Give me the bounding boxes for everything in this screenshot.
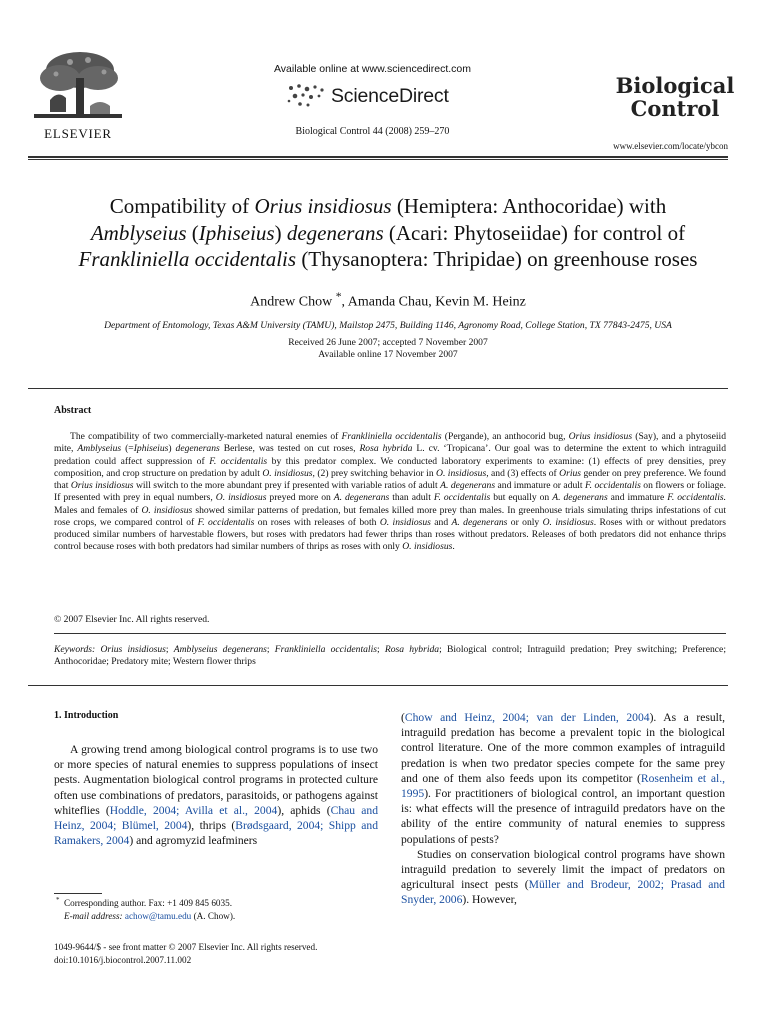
journal-name-line2: Control [630,96,720,121]
keywords-label: Keywords: [54,644,96,655]
abstract-top-rule [28,388,728,389]
abstract-body: The compatibility of two commercially-marketed natural enemies of Frankliniella occidentalis (Pergande), an anthocorid bug, Orius insidiosus (Say), and a phytoseiid mite, Amblyseius (=Iphiseius) degenerans Berlese, was tested on cut roses, Rosa hybrida L. cv. ‘Tropicana’. Our goal was to determine the extent to which intraguild predation could affect suppression of F. occidentalis by this predator complex. We conducted laboratory experiments to examine: (1) effects of prey densities, prey composition, and crop structure on predation by adult O. insidiosus, (2) prey switching behavior in O. insidiosus, and (3) effects of Orius gender on prey preference. We found that Orius insidiosus will switch to the more abundant prey if presented with variable ratios of adult A. degenerans and immature or adult F. occidentalis on flowers or foliage. If presented with prey in equal numbers, O. insidiosus preyed more on A. degenerans than adult F. occidentalis but equally on A. degenerans and immature F. occidentalis. Males and females of O. insidiosus showed similar patterns of predation, but females killed more prey than males. In greenhouse trials simulating thrips infestations of cut rose crops, we compared control of F. occidentalis on roses with releases of both O. insidiosus and A. degenerans or only O. insidiosus. Roses with or without predators produced similar numbers of harvestable flowers, but roses with predators had fewer thrips than roses without predators. Releases of both predators did not enhance thrips control because roses with both predators had similar numbers of thrips as roses with only O. insidiosus. [54,431,727,553]
abstract-copyright: © 2007 Elsevier Inc. All rights reserved. [54,614,210,625]
sciencedirect-logo[interactable] [285,80,449,112]
citation-link[interactable]: Rosenheim et al., 1995 [401,771,725,801]
available-date: Available online 17 November 2007 [318,349,458,360]
citation-link[interactable]: Brødsgaard, 2004; Shipp and Ramakers, 2004 [54,819,378,848]
publisher-name: ELSEVIER [44,126,112,141]
journal-citation: Biological Control 44 (2008) 259–270 [295,126,450,137]
intro-left-column: A growing trend among biological control programs is to use two or more species of natural enemies to suppress populations of insect pests. Augmentation biological control programs in protected culture often use combinations of predators, parasitoids, or pathogens against whiteflies (Hoddle, 2004; Avilla et al., 2004), aphids (Chau and Heinz, 2004; Blümel, 2004), thrips (Brødsgaard, 2004; Shipp and Ramakers, 2004) and agromyzid leafminers [54,743,378,848]
keywords-bottom-rule [28,685,728,686]
introduction-heading: 1. Introduction [54,710,119,721]
elsevier-tree-icon [30,48,126,124]
keywords-top-rule [54,633,726,634]
article-title: Compatibility of Orius insidiosus (Hemiptera: Anthocoridae) with Amblyseius (Iphiseius) degenerans (Acari: Phytoseiidae) for control of Frankliniella occidentalis (Thysanoptera: Thripidae) on greenhouse roses [78,194,698,271]
citation-link[interactable]: Hoddle, 2004; Avilla et al., 2004 [109,803,278,817]
issn-line: 1049-9644/$ - see front matter © 2007 Elsevier Inc. All rights reserved. [54,942,318,952]
author-affiliation: Department of Entomology, Texas A&M University (TAMU), Mailstop 2475, Building 1146, Agronomy Road, College Station, TX 77843-2475, USA [104,320,672,331]
intro-right-column: (Chow and Heinz, 2004; van der Linden, 2004). As a result, intraguild predation has become a prevalent topic in the biological control literature. One of the more common examples of intraguild predation is when two predator species compete for the same prey and one of them also feeds upon its competitor (Rosenheim et al., 1995). For practitioners of biological control, an important question is: what effects will the presence of intraguild predators have on the ability of the entire community of natural enemies to suppress populations of pests? Studies on conservation biological control programs have shown intraguild predation to severely limit the impact of predators on agricultural insect pests (Müller and Brodeur, 2002; Prasad and Snyder, 2006). However, [401,711,725,907]
citation-link[interactable]: Chau and Heinz, 2004; Blümel, 2004 [54,803,378,833]
author-link[interactable]: Andrew Chow [250,294,333,310]
citation-link[interactable]: Chow and Heinz, 2004; van der Linden, 2004 [404,711,650,724]
journal-name-line1: Biological [615,73,735,98]
author-list: Andrew Chow *, Amanda Chau, Kevin M. Heinz [250,290,526,310]
journal-url-link[interactable]: www.elsevier.com/locate/ybcon [613,141,728,151]
keywords: Keywords: Orius insidiosus; Amblyseius degenerans; Frankliniella occidentalis; Rosa hybrida; Biological control; Intraguild predation; Prey switching; Preference; Anthocoridae; Predatory mite; Western flower thrips [54,644,726,668]
abstract-heading: Abstract [54,405,92,416]
header-rule [28,156,728,158]
front-matter-info [54,941,394,966]
email-link[interactable]: achow@tamu.edu [124,910,192,921]
article-history [28,337,748,361]
doi-link[interactable]: doi:10.1016/j.biocontrol.2007.11.002 [54,954,192,965]
available-online-text: Available online at www.sciencedirect.com [273,63,472,75]
corresponding-author-footnote: * Corresponding author. Fax: +1 409 845 6035. E-mail address: achow@tamu.edu (A. Chow). [56,896,236,921]
header-rule-thin [28,159,728,160]
received-date: Received 26 June 2007; accepted 7 November 2007 [288,337,488,348]
sciencedirect-wordmark: ScienceDirect [331,84,449,107]
corresponding-author-marker[interactable]: * [335,290,342,303]
journal-logo [595,74,755,120]
footnote-rule [54,893,102,894]
sciencedirect-dots-icon [285,81,329,111]
citation-link[interactable]: Müller and Brodeur, 2002; Prasad and Snyder, 2006 [401,878,725,907]
elsevier-logo [28,48,128,144]
